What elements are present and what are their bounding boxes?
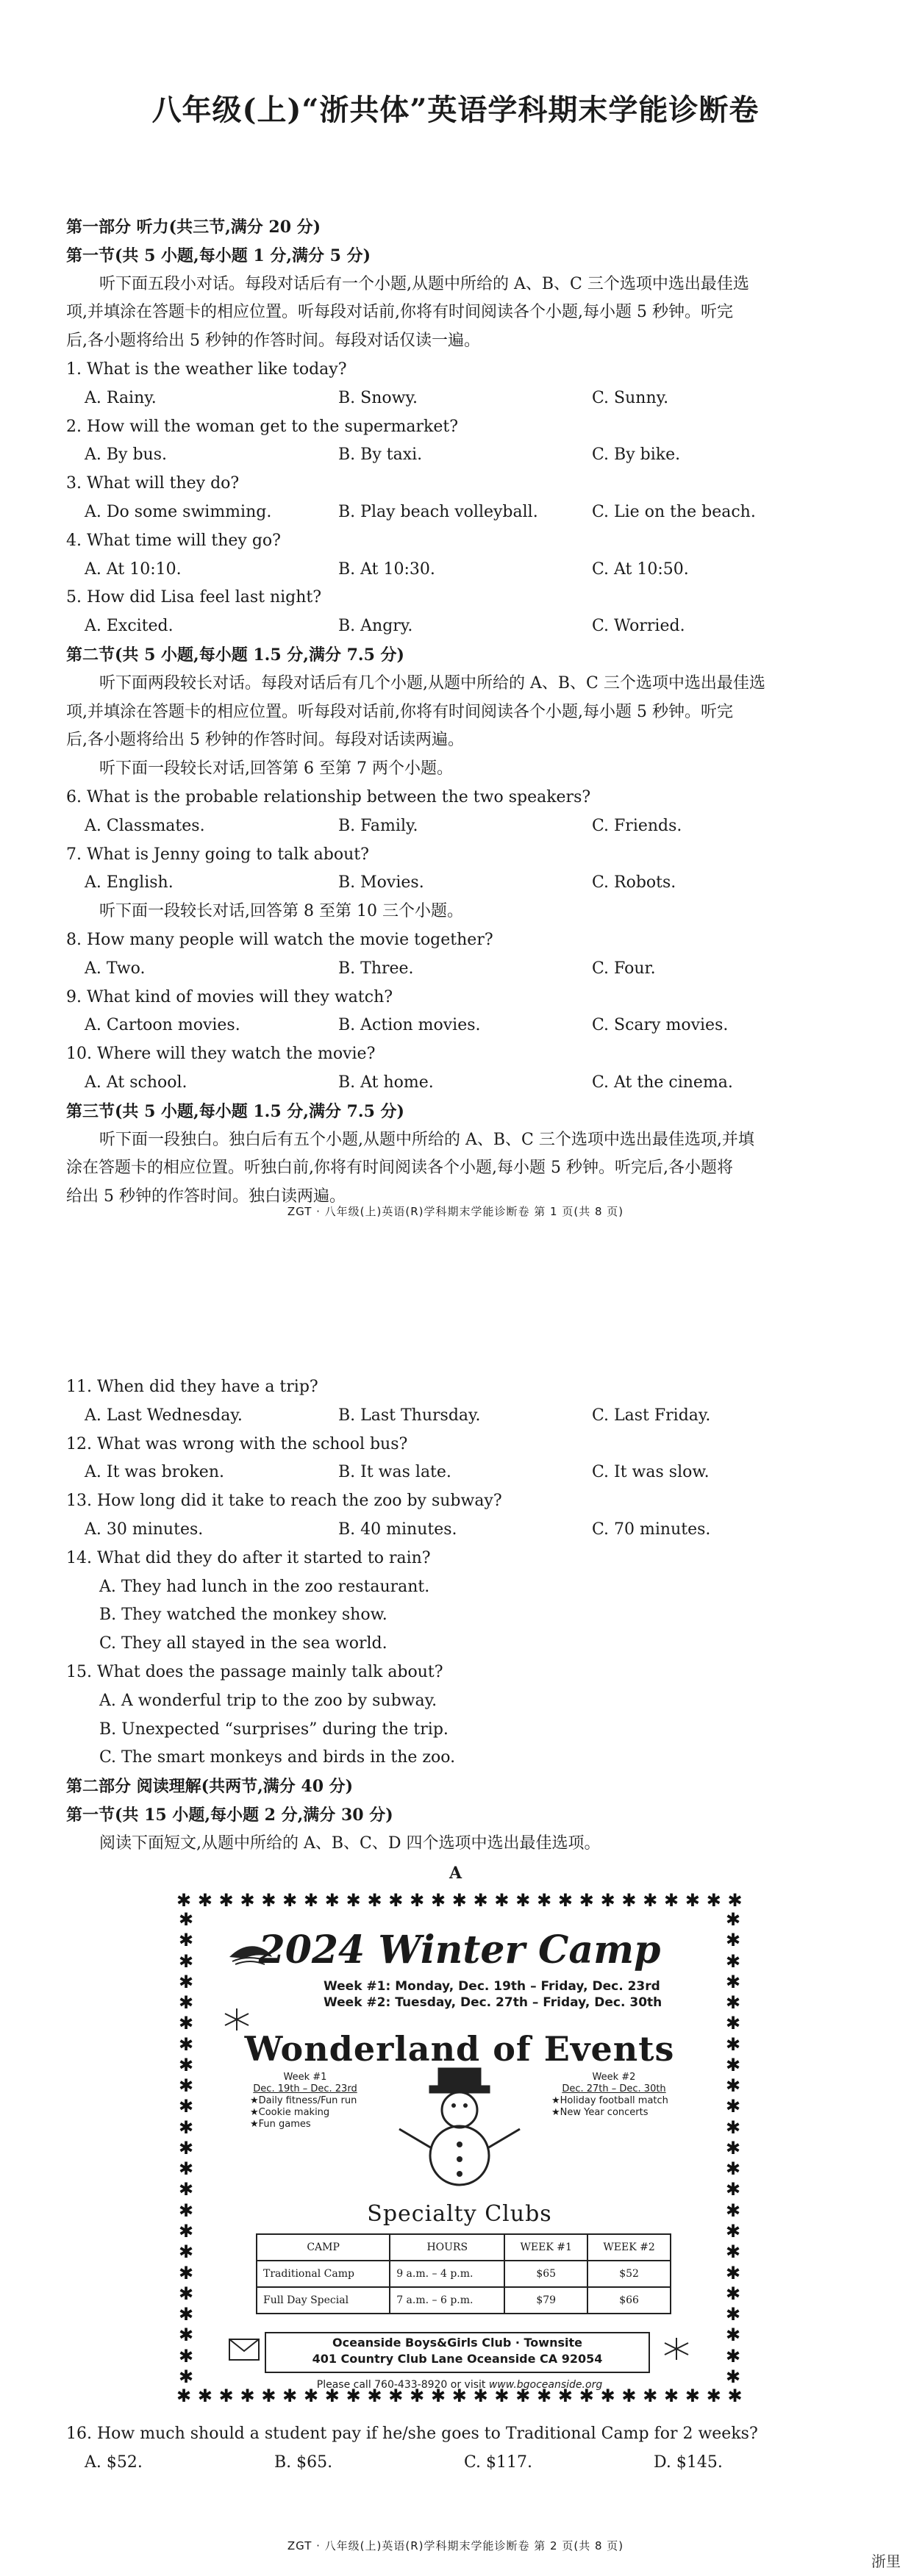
border-star-icon: ✱ [725, 2366, 741, 2387]
border-star-icon: ✱ [178, 2200, 194, 2221]
border-star-icon: ✱ [410, 1890, 425, 1911]
question-text: 4. What time will they go? [66, 531, 281, 550]
week-1-event: ★Fun games [250, 2119, 311, 2130]
instruction-text: B. Unexpected “surprises” during the trip. [99, 1720, 449, 1739]
option: A. Rainy. [85, 388, 157, 407]
week-1-dates: Week #1: Monday, Dec. 19th – Friday, Dec. 23rd [324, 1979, 660, 1994]
page-1-content [66, 213, 846, 1212]
corner-watermark: 浙里 [871, 2552, 901, 2570]
instruction-text: 后,各小题将给出 5 秒钟的作答时间。每段对话读两遍。 [66, 731, 464, 750]
border-star-icon: ✱ [176, 2386, 192, 2406]
week-1-event: ★Cookie making [250, 2107, 330, 2118]
page-2-footer: ZGT · 八年级(上)英语(R)学科期末学能诊断卷 第 2 页(共 8 页) [287, 2539, 624, 2552]
answer-options [66, 441, 846, 470]
question-text: 15. What does the passage mainly talk about? [66, 1662, 443, 1681]
option: C. Lie on the beach. [592, 502, 756, 521]
option: B. Play beach volleyball. [338, 502, 538, 521]
answer-options [66, 812, 846, 841]
section-heading: 第一部分 听力(共三节,满分 20 分) [66, 218, 321, 237]
answer-options [66, 1069, 846, 1098]
border-star-icon: ✱ [430, 1890, 446, 1911]
question-text: 9. What kind of movies will they watch? [66, 987, 393, 1006]
border-star-icon: ✱ [727, 1890, 743, 1911]
question-text: 12. What was wrong with the school bus? [66, 1434, 408, 1453]
instruction-text: C. The smart monkeys and birds in the zoo. [99, 1748, 456, 1767]
border-star-icon: ✱ [178, 1992, 194, 2014]
instruction-text: 听下面一段较长对话,回答第 8 至第 10 三个小题。 [99, 902, 463, 921]
border-star-icon: ✱ [282, 2386, 298, 2406]
border-star-icon: ✱ [725, 2117, 741, 2138]
week-2-heading: Week #2 [592, 2072, 636, 2083]
option: B. Family. [338, 816, 418, 835]
cell: $79 [504, 2287, 587, 2314]
contact-line [206, 2379, 713, 2391]
border-star-icon: ✱ [178, 2220, 194, 2242]
border-star-icon: ✱ [537, 1890, 552, 1911]
cell: $52 [587, 2261, 671, 2287]
answer-options [66, 1402, 846, 1431]
border-star-icon: ✱ [494, 1890, 510, 1911]
snowflake-icon [662, 2336, 691, 2361]
instruction-text: 听下面一段独白。独白后有五个小题,从题中所给的 A、B、C 三个选项中选出最佳选项,并填 [99, 1130, 754, 1149]
border-star-icon: ✱ [261, 1890, 276, 1911]
section-heading: 第三节(共 5 小题,每小题 1.5 分,满分 7.5 分) [66, 1101, 404, 1121]
option: C. Worried. [592, 617, 685, 636]
col-week-1: WEEK #1 [504, 2234, 587, 2261]
page-1 [0, 0, 911, 1250]
border-star-icon: ✱ [473, 2386, 488, 2406]
option: B. Movies. [338, 873, 424, 892]
border-star-icon: ✱ [664, 2386, 679, 2406]
border-star-icon: ✱ [725, 1971, 741, 1992]
option: A. Last Wednesday. [85, 1406, 243, 1425]
border-star-icon: ✱ [176, 1890, 192, 1911]
option: C. Scary movies. [592, 1016, 729, 1035]
border-star-icon: ✱ [725, 2054, 741, 2075]
snowman-icon [386, 2067, 533, 2200]
option: C. At 10:50. [592, 559, 689, 579]
question-16-options [66, 2449, 846, 2477]
border-star-icon: ✱ [537, 2386, 552, 2406]
border-star-icon: ✱ [178, 2304, 194, 2325]
option: A. Do some swimming. [85, 502, 272, 521]
border-star-icon: ✱ [240, 2386, 255, 2406]
border-star-icon: ✱ [725, 1950, 741, 1972]
border-star-icon: ✱ [367, 1890, 382, 1911]
option: B. It was late. [338, 1463, 451, 1482]
border-star-icon: ✱ [706, 1890, 721, 1911]
camp-price-table [256, 2233, 671, 2314]
option: B. At home. [338, 1073, 434, 1092]
border-star-icon: ✱ [178, 2137, 194, 2158]
border-star-icon: ✱ [303, 2386, 319, 2406]
border-star-icon: ✱ [178, 2013, 194, 2034]
question-text: 10. Where will they watch the movie? [66, 1045, 376, 1064]
question-16 [66, 2420, 846, 2477]
option: B. Last Thursday. [338, 1406, 481, 1425]
border-star-icon: ✱ [388, 2386, 404, 2406]
border-star-icon: ✱ [178, 2262, 194, 2283]
club-address-box [265, 2332, 650, 2373]
option: A. English. [85, 873, 174, 892]
option: D. $145. [654, 2452, 723, 2472]
border-star-icon: ✱ [197, 1890, 212, 1911]
border-star-icon: ✱ [725, 2220, 741, 2242]
border-star-icon: ✱ [218, 2386, 234, 2406]
border-star-icon: ✱ [178, 2096, 194, 2117]
contact-phone: Please call 760-433-8920 or visit [316, 2379, 486, 2391]
cell: 9 a.m. – 4 p.m. [390, 2261, 504, 2287]
question-text: 2. How will the woman get to the supermarket? [66, 417, 459, 436]
answer-options [66, 1516, 846, 1545]
section-heading: 第一节(共 15 小题,每小题 2 分,满分 30 分) [66, 1805, 393, 1825]
option: C. 70 minutes. [592, 1520, 711, 1539]
border-star-icon: ✱ [579, 1890, 594, 1911]
border-star-icon: ✱ [451, 1890, 467, 1911]
question-text: 3. What will they do? [66, 474, 240, 493]
border-star-icon: ✱ [706, 2386, 721, 2406]
option: A. By bus. [85, 446, 167, 465]
border-star-icon: ✱ [621, 1890, 637, 1911]
border-star-icon: ✱ [346, 1890, 361, 1911]
question-text: 7. What is Jenny going to talk about? [66, 845, 369, 864]
border-star-icon: ✱ [178, 2075, 194, 2097]
club-address: 401 Country Club Lane Oceanside CA 92054 [312, 2352, 603, 2366]
instruction-text: A. They had lunch in the zoo restaurant. [99, 1577, 430, 1596]
option: B. $65. [274, 2452, 333, 2472]
option: C. It was slow. [592, 1463, 710, 1482]
question-text: 5. How did Lisa feel last night? [66, 588, 322, 607]
border-star-icon: ✱ [725, 2033, 741, 2055]
border-star-icon: ✱ [303, 1890, 319, 1911]
border-star-icon: ✱ [725, 1909, 741, 1930]
border-star-icon: ✱ [579, 2386, 594, 2406]
border-star-icon: ✱ [178, 1909, 194, 1930]
border-star-icon: ✱ [178, 2366, 194, 2387]
border-star-icon: ✱ [218, 1890, 234, 1911]
instruction-text: 听下面五段小对话。每段对话后有一个小题,从题中所给的 A、B、C 三个选项中选出最佳选 [99, 274, 749, 293]
question-text: 6. What is the probable relationship between the two speakers? [66, 787, 591, 806]
border-star-icon: ✱ [725, 2262, 741, 2283]
option: A. Cartoon movies. [85, 1016, 240, 1035]
border-star-icon: ✱ [557, 2386, 574, 2406]
border-star-icon: ✱ [725, 2013, 741, 2034]
border-star-icon: ✱ [178, 1971, 194, 1992]
answer-options [66, 869, 846, 898]
week-1-range: Dec. 19th – Dec. 23rd [253, 2083, 357, 2094]
border-star-icon: ✱ [515, 1890, 531, 1911]
border-star-icon: ✱ [473, 1890, 488, 1911]
question-text: 13. How long did it take to reach the zoo by subway? [66, 1492, 502, 1511]
col-camp: CAMP [257, 2234, 390, 2261]
flyer-border-right [724, 1910, 743, 2386]
border-star-icon: ✱ [178, 2179, 194, 2200]
border-star-icon: ✱ [178, 2242, 194, 2263]
instruction-text: C. They all stayed in the sea world. [99, 1634, 387, 1653]
option: A. 30 minutes. [85, 1520, 204, 1539]
week-1-heading: Week #1 [283, 2072, 327, 2083]
passage-label: A [449, 1864, 462, 1883]
week-2-events [551, 2072, 676, 2119]
answer-options [66, 612, 846, 641]
table-header-row [257, 2234, 671, 2261]
option: A. Two. [85, 959, 146, 978]
club-name: Oceanside Boys&Girls Club · Townsite [332, 2336, 582, 2350]
border-star-icon: ✱ [178, 2325, 194, 2346]
border-star-icon: ✱ [725, 2283, 741, 2304]
option: C. Four. [592, 959, 656, 978]
border-star-icon: ✱ [725, 2242, 741, 2263]
question-text: 14. What did they do after it started to rain? [66, 1548, 431, 1567]
week-2-dates: Week #2: Tuesday, Dec. 27th – Friday, Dec. 30th [324, 1995, 662, 2010]
instruction-text: 阅读下面短文,从题中所给的 A、B、C、D 四个选项中选出最佳选项。 [99, 1833, 601, 1853]
answer-options [66, 498, 846, 527]
option: C. Robots. [592, 873, 676, 892]
border-star-icon: ✱ [367, 2386, 382, 2406]
border-star-icon: ✱ [643, 1890, 658, 1911]
border-star-icon: ✱ [515, 2386, 531, 2406]
option: C. $117. [464, 2452, 533, 2472]
option: C. At the cinema. [592, 1073, 733, 1092]
instruction-text: 后,各小题将给出 5 秒钟的作答时间。每段对话仅读一遍。 [66, 332, 480, 351]
page-2-content [66, 1373, 846, 1858]
border-star-icon: ✱ [282, 1890, 298, 1911]
flyer-body [206, 1920, 713, 2391]
cell: 7 a.m. – 6 p.m. [390, 2287, 504, 2314]
flyer-title: 2024 Winter Camp [258, 1928, 661, 1972]
cell: Full Day Special [257, 2287, 390, 2314]
border-star-icon: ✱ [494, 2386, 510, 2406]
winter-camp-flyer [176, 1891, 743, 2405]
specialty-clubs-heading: Specialty Clubs [367, 2201, 552, 2227]
option: B. By taxi. [338, 446, 423, 465]
flyer-border-left [176, 1910, 196, 2386]
border-star-icon: ✱ [725, 2200, 741, 2221]
border-star-icon: ✱ [324, 1890, 340, 1911]
border-star-icon: ✱ [725, 2137, 741, 2158]
border-star-icon: ✱ [261, 2386, 276, 2406]
border-star-icon: ✱ [557, 1890, 574, 1911]
option: B. 40 minutes. [338, 1520, 457, 1539]
border-star-icon: ✱ [388, 1890, 404, 1911]
answer-options [66, 1012, 846, 1040]
border-star-icon: ✱ [197, 2386, 212, 2406]
border-star-icon: ✱ [643, 2386, 658, 2406]
week-2-event: ★New Year concerts [551, 2107, 649, 2118]
answer-options [66, 955, 846, 984]
instruction-text: 项,并填涂在答题卡的相应位置。听每段对话前,你将有时间阅读各个小题,每小题 5 秒钟。听完 [66, 702, 733, 721]
question-16-text: 16. How much should a student pay if he/she goes to Traditional Camp for 2 weeks? [66, 2425, 758, 2443]
option: A. At 10:10. [85, 559, 182, 579]
col-hours: HOURS [390, 2234, 504, 2261]
question-text: 11. When did they have a trip? [66, 1378, 318, 1396]
border-star-icon: ✱ [240, 1890, 255, 1911]
snowflake-icon [222, 2007, 251, 2032]
instruction-text: B. They watched the monkey show. [99, 1606, 387, 1625]
border-star-icon: ✱ [178, 2345, 194, 2366]
cell: $66 [587, 2287, 671, 2314]
instruction-text: 听下面一段较长对话,回答第 6 至第 7 两个小题。 [99, 759, 453, 779]
border-star-icon: ✱ [451, 2386, 467, 2406]
option: B. At 10:30. [338, 559, 435, 579]
page-1-footer: ZGT · 八年级(上)英语(R)学科期末学能诊断卷 第 1 页(共 8 页) [287, 1205, 624, 1218]
answer-options [66, 1459, 846, 1487]
border-star-icon: ✱ [725, 2096, 741, 2117]
option: A. It was broken. [85, 1463, 224, 1482]
option: A. At school. [85, 1073, 187, 1092]
border-star-icon: ✱ [725, 2325, 741, 2346]
option: B. Snowy. [338, 388, 418, 407]
instruction-text: 涂在答题卡的相应位置。听独白前,你将有时间阅读各个小题,每小题 5 秒钟。听完后,各小题将 [66, 1159, 733, 1178]
table-row [257, 2261, 671, 2287]
border-star-icon: ✱ [727, 2386, 743, 2406]
border-star-icon: ✱ [725, 2345, 741, 2366]
border-star-icon: ✱ [685, 1890, 700, 1911]
week-2-event: ★Holiday football match [551, 2095, 668, 2106]
exam-title: 八年级(上)“浙共体”英语学科期末学能诊断卷 [151, 93, 760, 127]
option: A. Classmates. [85, 816, 205, 835]
border-star-icon: ✱ [725, 2075, 741, 2097]
answer-options [66, 384, 846, 413]
contact-url: www.bgoceanside.org [488, 2379, 603, 2391]
border-star-icon: ✱ [178, 1950, 194, 1972]
border-star-icon: ✱ [324, 2386, 340, 2406]
border-star-icon: ✱ [725, 2304, 741, 2325]
option: C. Friends. [592, 816, 682, 835]
cell: Traditional Camp [257, 2261, 390, 2287]
instruction-text: A. A wonderful trip to the zoo by subway. [99, 1691, 437, 1710]
week-1-events [250, 2072, 360, 2130]
instruction-text: 听下面两段较长对话。每段对话后有几个小题,从题中所给的 A、B、C 三个选项中选出最佳选 [99, 673, 765, 693]
instruction-text: 给出 5 秒钟的作答时间。独白读两遍。 [66, 1187, 346, 1206]
answer-options [66, 556, 846, 584]
border-star-icon: ✱ [178, 2158, 194, 2180]
border-star-icon: ✱ [178, 1930, 194, 1951]
border-star-icon: ✱ [178, 2033, 194, 2055]
border-star-icon: ✱ [178, 2283, 194, 2304]
option: A. Excited. [85, 617, 174, 636]
events-heading: Wonderland of Events [244, 2029, 675, 2069]
border-star-icon: ✱ [178, 2117, 194, 2138]
option: C. By bike. [592, 446, 681, 465]
border-star-icon: ✱ [725, 2179, 741, 2200]
section-heading: 第二部分 阅读理解(共两节,满分 40 分) [66, 1777, 354, 1797]
border-star-icon: ✱ [178, 2054, 194, 2075]
section-heading: 第一节(共 5 小题,每小题 1 分,满分 5 分) [66, 246, 371, 265]
border-star-icon: ✱ [600, 2386, 615, 2406]
border-star-icon: ✱ [346, 2386, 361, 2406]
border-star-icon: ✱ [664, 1890, 679, 1911]
border-star-icon: ✱ [725, 2158, 741, 2180]
envelope-icon [228, 2333, 262, 2363]
page-2 [0, 1250, 911, 2576]
border-star-icon: ✱ [621, 2386, 637, 2406]
border-star-icon: ✱ [430, 2386, 446, 2406]
week-2-range: Dec. 27th – Dec. 30th [562, 2083, 666, 2094]
flyer-border-top [176, 1891, 743, 1910]
instruction-text: 项,并填涂在答题卡的相应位置。听每段对话前,你将有时间阅读各个小题,每小题 5 秒钟。听完 [66, 303, 733, 322]
border-star-icon: ✱ [725, 1992, 741, 2014]
border-star-icon: ✱ [600, 1890, 615, 1911]
option: B. Angry. [338, 617, 413, 636]
option: C. Last Friday. [592, 1406, 711, 1425]
cell: $65 [504, 2261, 587, 2287]
option: C. Sunny. [592, 388, 669, 407]
question-text: 8. How many people will watch the movie together? [66, 930, 493, 949]
option: A. $52. [85, 2452, 143, 2472]
border-star-icon: ✱ [410, 2386, 425, 2406]
section-heading: 第二节(共 5 小题,每小题 1.5 分,满分 7.5 分) [66, 645, 404, 665]
week-1-event: ★Daily fitness/Fun run [250, 2095, 357, 2106]
option: B. Action movies. [338, 1016, 481, 1035]
col-week-2: WEEK #2 [587, 2234, 671, 2261]
table-row [257, 2287, 671, 2314]
border-star-icon: ✱ [725, 1930, 741, 1951]
question-text: 1. What is the weather like today? [66, 359, 347, 379]
border-star-icon: ✱ [685, 2386, 700, 2406]
option: B. Three. [338, 959, 414, 978]
